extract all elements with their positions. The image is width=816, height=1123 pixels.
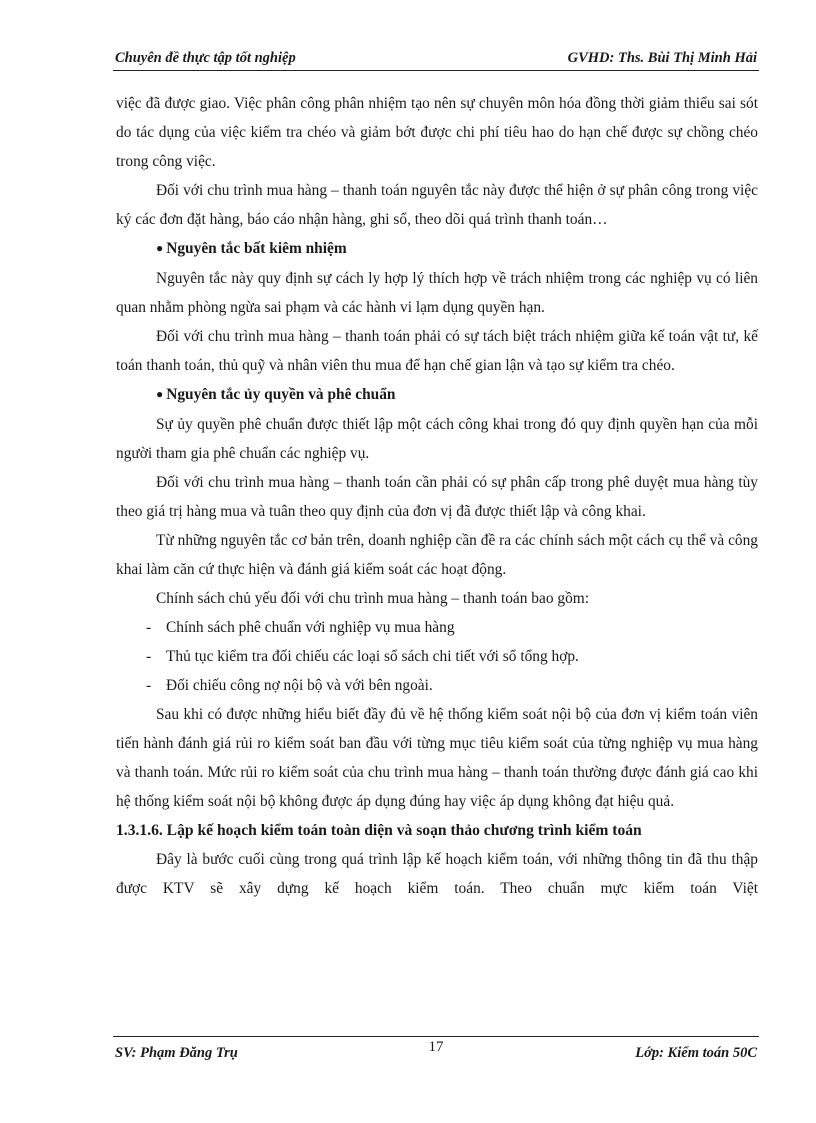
footer-student: SV: Phạm Đăng Trụ	[115, 1045, 238, 1061]
paragraph: Nguyên tắc này quy định sự cách ly hợp lý thích hợp về trách nhiệm trong các nghiệp vụ có liên quan nhằm phòng ngừa sai phạm và các hành vi lạm dụng quyền hạn.	[116, 270, 758, 316]
list-item-text: Thủ tục kiểm tra đối chiếu các loại sổ sách chi tiết với sổ tổng hợp.	[166, 648, 579, 665]
list-item	[116, 642, 758, 671]
paragraph: Sự ủy quyền phê chuẩn được thiết lập một cách công khai trong đó quy định quyền hạn của mỗi người tham gia phê chuẩn các nghiệp vụ.	[116, 416, 758, 462]
list-item	[116, 613, 758, 642]
bullet-heading-text: Nguyên tắc ủy quyền và phê chuẩn	[166, 386, 396, 403]
paragraph: Đối với chu trình mua hàng – thanh toán nguyên tắc này được thể hiện ở sự phân công trong việc ký các đơn đặt hàng, báo cáo nhận hàng, ghi sổ, theo dõi quá trình thanh toán…	[116, 182, 758, 228]
bullet-heading	[116, 234, 758, 264]
list-item-text: Đối chiếu công nợ nội bộ và với bên ngoài.	[166, 677, 433, 694]
paragraph: Đây là bước cuối cùng trong quá trình lập kế hoạch kiểm toán, với những thông tin đã thu thập được KTV sẽ xây dựng kế hoạch kiểm toán. Theo chuẩn mực kiểm toán Việt	[116, 851, 758, 897]
bullet-heading	[116, 380, 758, 410]
paragraph: việc đã được giao. Việc phân công phân nhiệm tạo nên sự chuyên môn hóa đồng thời giảm thiểu sai sót do tác dụng của việc kiểm tra chéo và giảm bớt được chi phí tiêu hao do hạn chế được sự chồng chéo trong công việc.	[116, 95, 758, 170]
page-body	[116, 89, 758, 903]
bullet-dot-icon: ●	[156, 241, 164, 255]
dash-marker: -	[146, 677, 152, 694]
list-item-text: Chính sách phê chuẩn với nghiệp vụ mua hàng	[166, 619, 455, 636]
bullet-heading-text: Nguyên tắc bất kiêm nhiệm	[166, 240, 347, 257]
page-number: 17	[428, 1039, 444, 1055]
header-document-title: Chuyên đề thực tập tốt nghiệp	[115, 50, 296, 66]
section-heading: 1.3.1.6. Lập kế hoạch kiểm toán toàn diện và soạn thảo chương trình kiểm toán	[116, 822, 642, 839]
footer-class: Lớp: Kiểm toán 50C	[635, 1045, 757, 1061]
paragraph: Từ những nguyên tắc cơ bản trên, doanh nghiệp cần đề ra các chính sách một cách cụ thể và công khai làm căn cứ thực hiện và đánh giá kiểm soát các hoạt động.	[116, 532, 758, 578]
header-supervisor: GVHD: Ths. Bùi Thị Minh Hải	[567, 50, 757, 66]
page-header	[113, 48, 759, 71]
dash-marker: -	[146, 619, 152, 636]
list-item	[116, 671, 758, 700]
dash-marker: -	[146, 648, 152, 665]
paragraph: Đối với chu trình mua hàng – thanh toán phải có sự tách biệt trách nhiệm giữa kế toán vật tư, kế toán thanh toán, thủ quỹ và nhân viên thu mua để hạn chế gian lận và tạo sự kiểm tra chéo.	[116, 328, 758, 374]
paragraph: Đối với chu trình mua hàng – thanh toán cần phải có sự phân cấp trong phê duyệt mua hàng tùy theo giá trị hàng mua và tuân theo quy định của đơn vị đã được thiết lập và công khai.	[116, 474, 758, 520]
bullet-dot-icon: ●	[156, 387, 164, 401]
paragraph: Sau khi có được những hiểu biết đầy đủ về hệ thống kiểm soát nội bộ của đơn vị kiểm toán viên tiến hành đánh giá rủi ro kiểm soát ban đầu với từng mục tiêu kiểm soát của từng nghiệp vụ mua hàng và thanh toán. Mức rủi ro kiểm soát của chu trình mua hàng – thanh toán thường được đánh giá cao khi hệ thống kiểm soát nội bộ không được áp dụng đúng hay việc áp dụng không đạt hiệu quả.	[116, 706, 758, 810]
paragraph: Chính sách chủ yếu đối với chu trình mua hàng – thanh toán bao gồm:	[156, 590, 590, 607]
page-footer	[113, 1036, 759, 1067]
